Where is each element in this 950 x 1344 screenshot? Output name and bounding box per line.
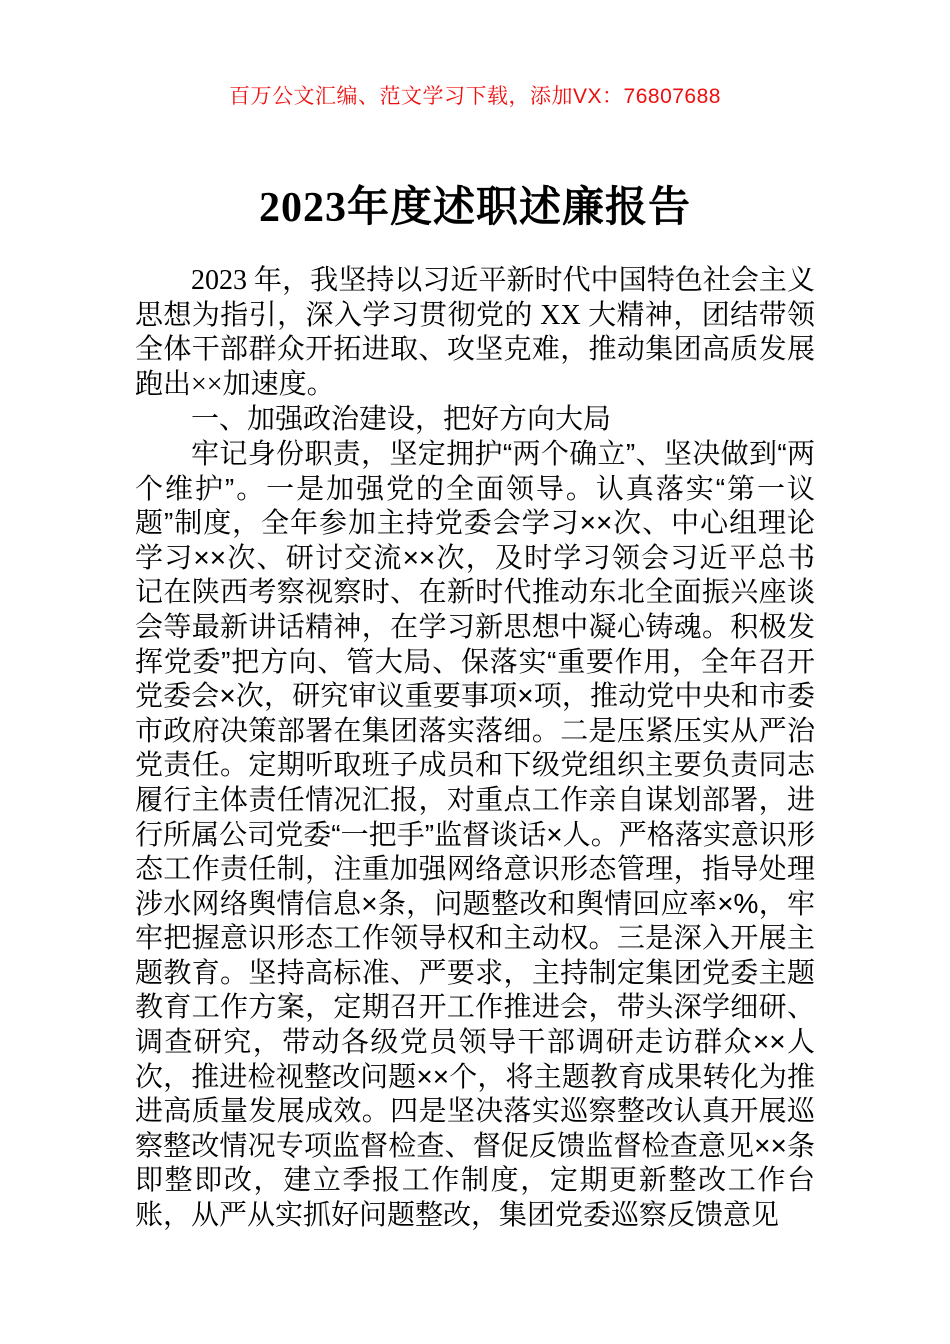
document-title: 2023年度述职述廉报告: [258, 185, 691, 231]
section-heading-1: 一、加强政治建设，把好方向大局: [191, 403, 612, 435]
document-body: [135, 264, 815, 1233]
header-promo-notice: 百万公文汇编、范文学习下载，添加VX：76807688: [229, 85, 721, 108]
paragraph-intro: 2023 年，我坚持以习近平新时代中国特色社会主义思想为指引，深入学习贯彻党的 XX 大精神，团结带领全体干部群众开拓进取、攻坚克难，推动集团高质发展跑出××加速度。: [135, 265, 815, 400]
paragraph-section-1: 牢记身份职责，坚定拥护“两个确立”、坚决做到“两个维护”。一是加强党的全面领导。认真落实“第一议题”制度，全年参加主持党委会学习××次、中心组理论学习××次、研讨交流××次，及时学习领会习近平总书记在陕西考察视察时、在新时代推动东北全面振兴座谈会等最新讲话精神，在学习新思想中凝心铸魂。积极发挥党委”把方向、管大局、保落实“重要作用，全年召开党委会×次，研究审议重要事项×项，推动党中央和市委市政府决策部署在集团落实落细。二是压紧压实从严治党责任。定期听取班子成员和下级党组织主要负责同志履行主体责任情况汇报，对重点工作亲自谋划部署，进行所属公司党委“一把手”监督谈话×人。严格落实意识形态工作责任制，注重加强网络意识形态管理，指导处理涉水网络舆情信息×条，问题整改和舆情回应率×%，牢牢把握意识形态工作领导权和主动权。三是深入开展主题教育。坚持高标准、严要求，主持制定集团党委主题教育工作方案，定期召开工作推进会，带头深学细研、调查研究，带动各级党员领导干部调研走访群众××人次，推进检视整改问题××个，将主题教育成果转化为推进高质量发展成效。四是坚决落实巡察整改认真开展巡察整改情况专项监督检查、督促反馈监督检查意见××条即整即改，建立季报工作制度，定期更新整改工作台账，从严从实抓好问题整改，集团党委巡察反馈意见: [135, 437, 815, 1231]
